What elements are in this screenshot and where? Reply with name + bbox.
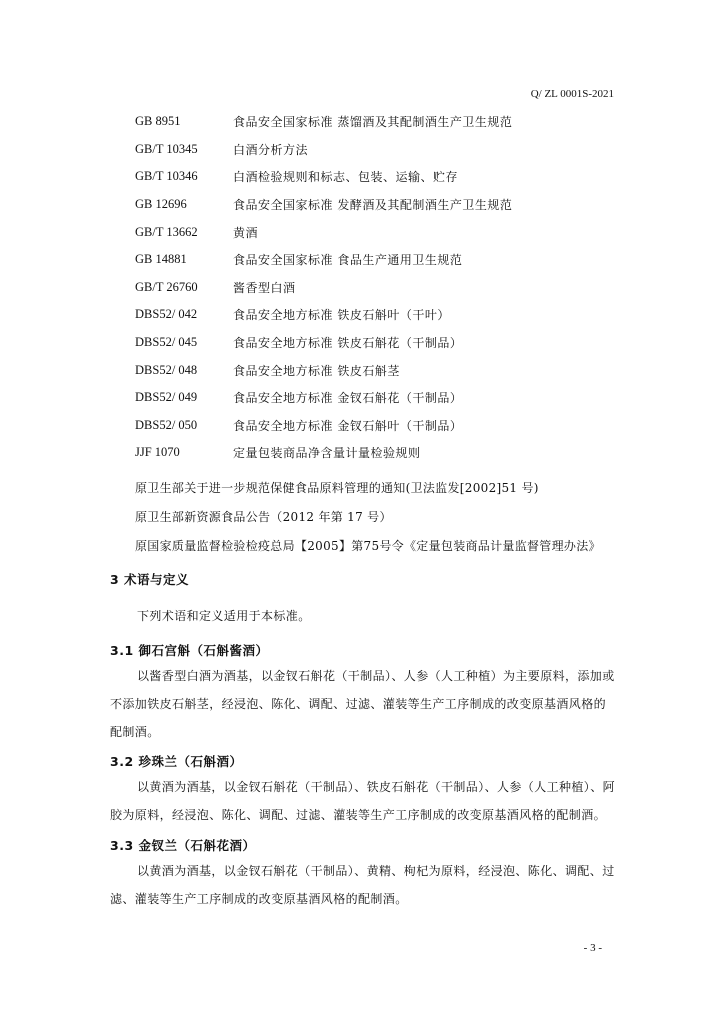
reference-title: 食品安全地方标准 金钗石斛叶（干制品） bbox=[233, 418, 463, 433]
term-heading-3-1: 3.1 御石宫斛（石斛酱酒） bbox=[110, 643, 269, 658]
reference-title: 酱香型白酒 bbox=[233, 280, 296, 295]
term-heading-3-2: 3.2 珍珠兰（石斛酒） bbox=[110, 754, 243, 769]
reference-code: DBS52/ 042 bbox=[135, 307, 198, 322]
reference-code: DBS52/ 045 bbox=[135, 335, 198, 350]
reference-code: GB/T 26760 bbox=[135, 279, 198, 294]
normative-references-list bbox=[135, 108, 512, 467]
notice-item: 原卫生部新资源食品公告（2012 年第 17 号） bbox=[135, 510, 392, 524]
reference-row bbox=[135, 108, 512, 136]
reference-code: GB 14881 bbox=[135, 252, 187, 267]
reference-title: 食品安全地方标准 金钗石斛花（干制品） bbox=[233, 391, 463, 406]
notice-item: 原国家质量监督检验检疫总局【2005】第75号令《定量包装商品计量监督管理办法》 bbox=[135, 539, 601, 553]
reference-code: GB/T 10346 bbox=[135, 169, 198, 184]
reference-code: JJF 1070 bbox=[135, 445, 180, 460]
reference-row bbox=[135, 301, 512, 329]
reference-row bbox=[135, 218, 512, 246]
term-body-3-1: 以酱香型白酒为酒基，以金钗石斛花（干制品）、人参（人工种植）为主要原料，添加或不添加铁皮石斛茎，经浸泡、陈化、调配、过滤、灌装等生产工序制成的改变原基酒风格的配制酒。 bbox=[110, 669, 615, 739]
reference-row bbox=[135, 274, 512, 302]
reference-title: 食品安全国家标准 发酵酒及其配制酒生产卫生规范 bbox=[233, 198, 513, 213]
reference-code: GB/T 10345 bbox=[135, 141, 198, 156]
term-body-3-2: 以黄酒为酒基，以金钗石斛花（干制品）、铁皮石斛花（干制品）、人参（人工种植）、阿胶为原料，经浸泡、陈化、调配、过滤、灌装等生产工序制成的改变原基酒风格的配制酒。 bbox=[110, 780, 616, 822]
reference-row bbox=[135, 329, 512, 357]
reference-code: GB 8951 bbox=[135, 114, 181, 129]
reference-title: 食品安全地方标准 铁皮石斛花（干制品） bbox=[233, 336, 463, 351]
reference-code: DBS52/ 050 bbox=[135, 417, 198, 432]
reference-title: 食品安全国家标准 蒸馏酒及其配制酒生产卫生规范 bbox=[233, 115, 513, 130]
reference-code: GB/T 13662 bbox=[135, 224, 198, 239]
reference-title: 食品安全地方标准 铁皮石斛叶（干叶） bbox=[233, 308, 450, 323]
reference-row bbox=[135, 163, 512, 191]
reference-title: 黄酒 bbox=[233, 225, 259, 240]
reference-title: 白酒分析方法 bbox=[233, 142, 309, 157]
reference-row bbox=[135, 439, 512, 467]
reference-title: 食品安全地方标准 铁皮石斛茎 bbox=[233, 363, 400, 378]
term-heading-3-3: 3.3 金钗兰（石斛花酒） bbox=[110, 838, 256, 853]
section-heading-terms: 3 术语与定义 bbox=[110, 572, 190, 587]
page-number: - 3 - bbox=[583, 942, 602, 954]
reference-code: DBS52/ 048 bbox=[135, 362, 198, 377]
notice-item: 原卫生部关于进一步规范保健食品原料管理的通知(卫法监发[2002]51 号) bbox=[135, 481, 539, 495]
reference-row bbox=[135, 246, 512, 274]
term-body-3-3: 以黄酒为酒基，以金钗石斛花（干制品）、黄精、枸杞为原料，经浸泡、陈化、调配、过滤、灌装等生产工序制成的改变原基酒风格的配制酒。 bbox=[110, 864, 615, 906]
reference-row bbox=[135, 191, 512, 219]
regulatory-notices-list bbox=[135, 473, 601, 560]
reference-title: 食品安全国家标准 食品生产通用卫生规范 bbox=[233, 253, 463, 268]
document-code: Q/ ZL 0001S-2021 bbox=[530, 88, 614, 100]
reference-row bbox=[135, 384, 512, 412]
reference-code: GB 12696 bbox=[135, 197, 187, 212]
reference-title: 定量包装商品净含量计量检验规则 bbox=[233, 446, 421, 461]
reference-row bbox=[135, 136, 512, 164]
reference-title: 白酒检验规则和标志、包装、运输、贮存 bbox=[233, 170, 459, 185]
reference-row bbox=[135, 412, 512, 440]
section-intro: 下列术语和定义适用于本标准。 bbox=[137, 609, 311, 623]
reference-code: DBS52/ 049 bbox=[135, 390, 198, 405]
reference-row bbox=[135, 356, 512, 384]
